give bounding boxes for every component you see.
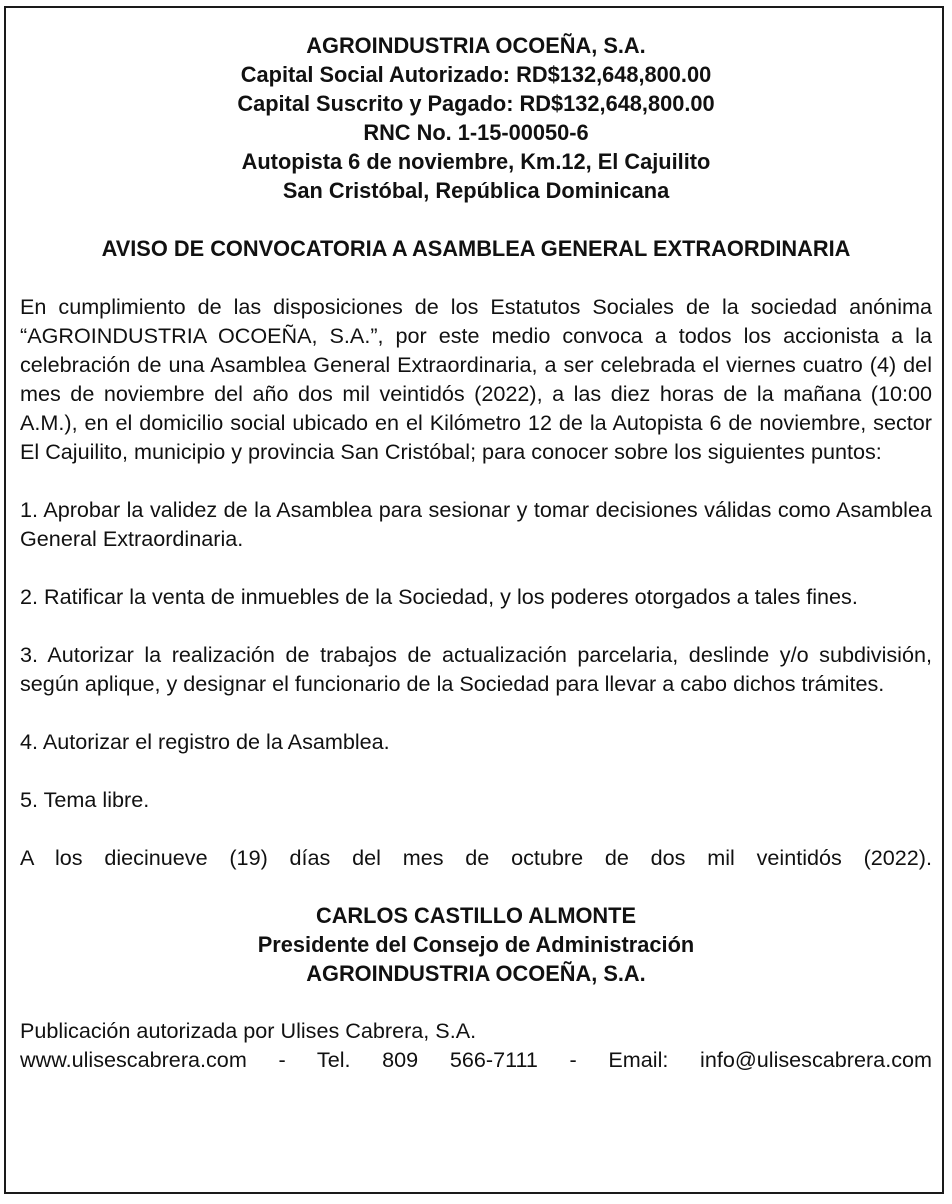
agenda-item-1: 1. Aprobar la validez de la Asamblea para sesionar y tomar decisiones válidas como Asamblea General Extraordinaria. bbox=[20, 497, 932, 551]
intro-paragraph: En cumplimiento de las disposiciones de los Estatutos Sociales de la sociedad anónima “AGROINDUSTRIA OCOEÑA, S.A.”, por este medio convoca a todos los accionista a la celebración de una Asamblea General Extraordinaria, a ser celebrada el viernes cuatro (4) del mes de noviembre del año dos mil veintidós (2022), a las diez horas de la mañana (10:00 A.M.), en el domicilio social ubicado en el Kilómetro 12 de la Autopista 6 de noviembre, sector El Cajuilito, municipio y provincia San Cristóbal; para conocer sobre los siguientes puntos: bbox=[20, 294, 932, 464]
footer bbox=[20, 1016, 932, 1074]
notice-title: AVISO DE CONVOCATORIA A ASAMBLEA GENERAL EXTRAORDINARIA bbox=[101, 236, 851, 261]
agenda-item-5: 5. Tema libre. bbox=[20, 787, 150, 812]
date-line: A los diecinueve (19) días del mes de octubre de dos mil veintidós (2022). bbox=[20, 845, 932, 870]
agenda-item-3: 3. Autorizar la realización de trabajos de actualización parcelaria, deslinde y/o subdivisión, según aplique, y designar el funcionario de la Sociedad para llevar a cabo dichos trámites. bbox=[20, 642, 932, 696]
address-line-2: San Cristóbal, República Dominicana bbox=[282, 178, 670, 203]
rnc-number: RNC No. 1-15-00050-6 bbox=[363, 120, 589, 145]
agenda-item-4: 4. Autorizar el registro de la Asamblea. bbox=[20, 729, 390, 754]
company-name: AGROINDUSTRIA OCOEÑA, S.A. bbox=[306, 33, 646, 58]
contact-line: www.ulisescabrera.com - Tel. 809 566-7111 - Email: info@ulisescabrera.com bbox=[20, 1047, 932, 1072]
signature-block bbox=[20, 901, 932, 988]
notice-content bbox=[20, 31, 932, 1074]
capital-subscribed: Capital Suscrito y Pagado: RD$132,648,800.00 bbox=[237, 91, 715, 116]
agenda-item-2: 2. Ratificar la venta de inmuebles de la Sociedad, y los poderes otorgados a tales fines. bbox=[20, 584, 858, 609]
publication-credit: Publicación autorizada por Ulises Cabrera, S.A. bbox=[20, 1018, 477, 1043]
signatory-company: AGROINDUSTRIA OCOEÑA, S.A. bbox=[306, 961, 646, 986]
signatory-title: Presidente del Consejo de Administración bbox=[257, 932, 695, 957]
company-header bbox=[20, 31, 932, 205]
signatory-name: CARLOS CASTILLO ALMONTE bbox=[315, 903, 637, 928]
address-line-1: Autopista 6 de noviembre, Km.12, El Cajuilito bbox=[241, 149, 711, 174]
capital-authorized: Capital Social Autorizado: RD$132,648,800.00 bbox=[240, 62, 712, 87]
